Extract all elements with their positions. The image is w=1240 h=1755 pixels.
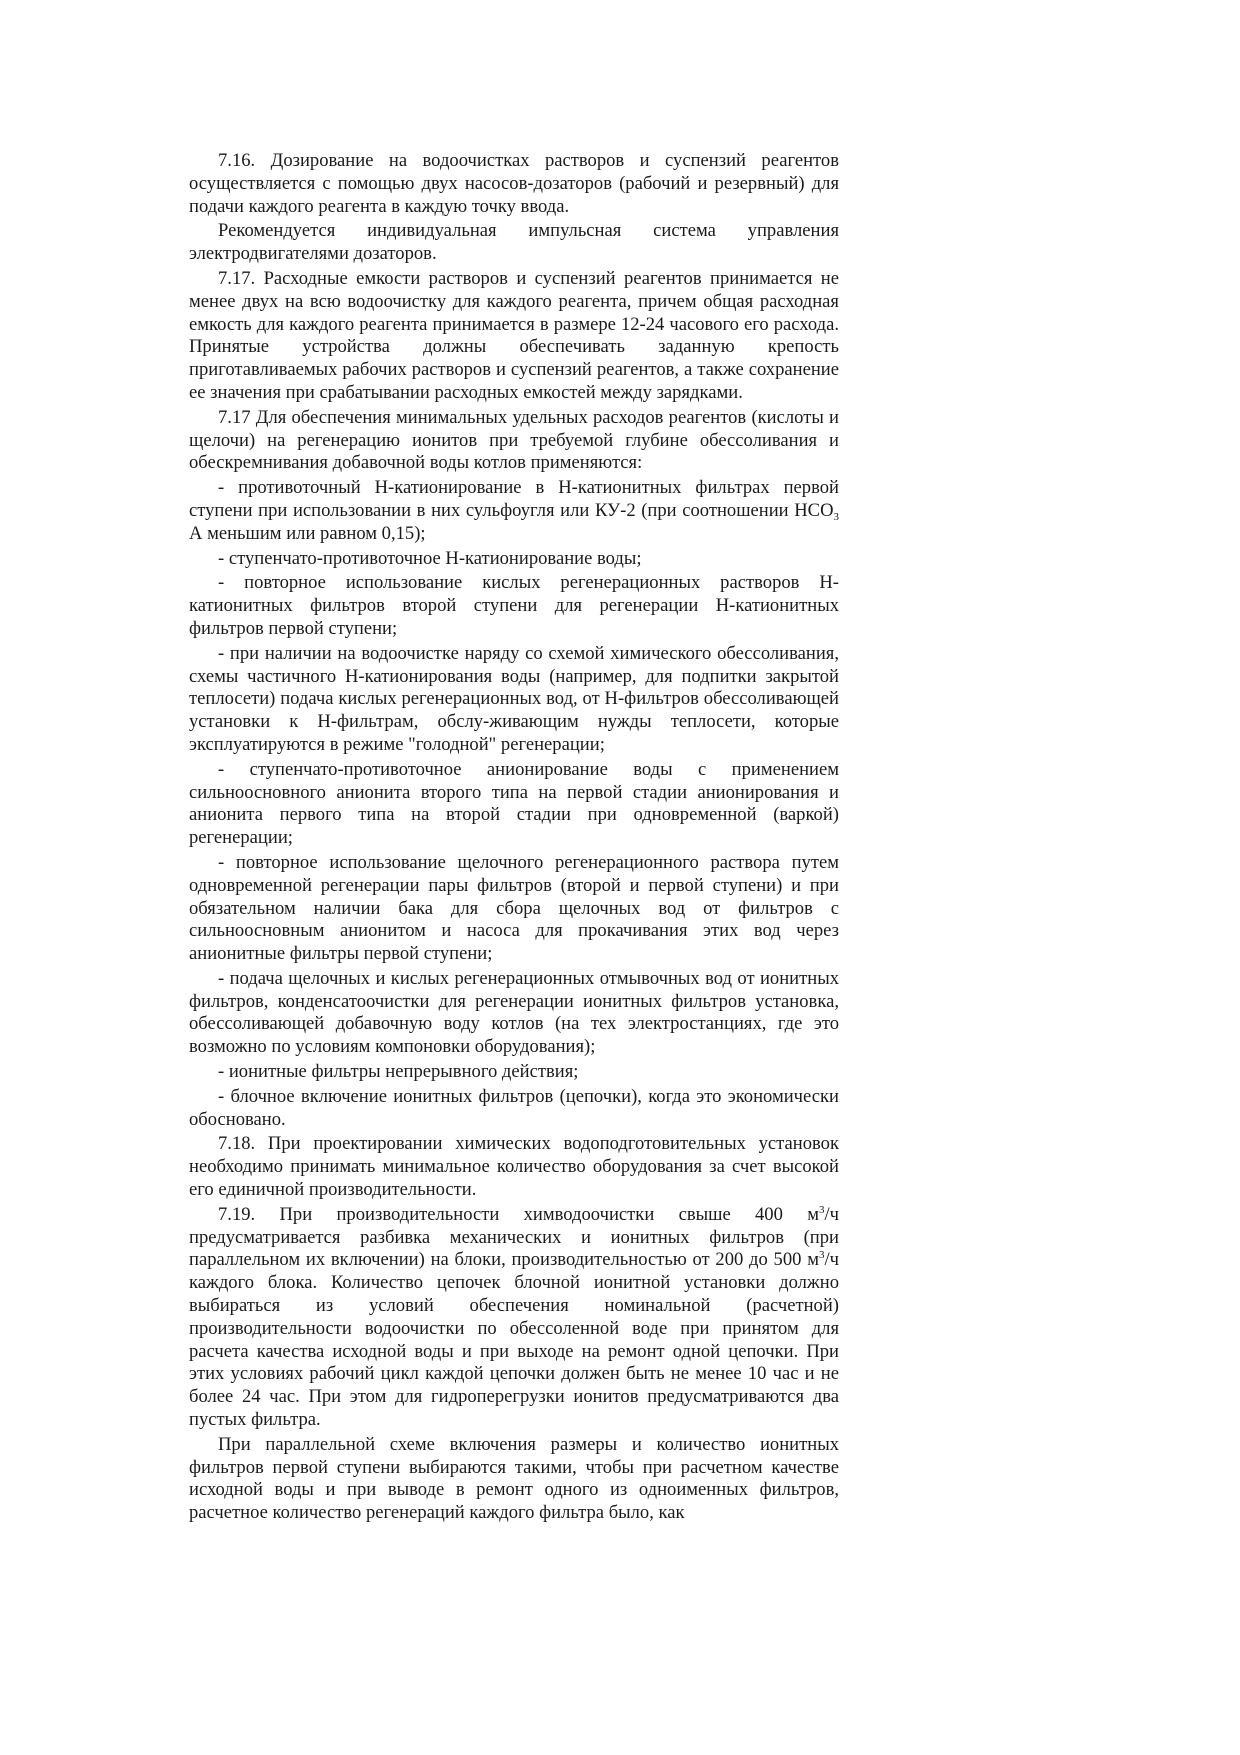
- superscript: 3: [818, 1249, 825, 1262]
- list-item-reuse-alkaline-solution: - повторное использование щелочного регенерационного раствора путем одновременной регенерации пары фильтров (второй и первой ступени) и при обязательном наличии бака для сбора щелочных вод от фильтров с сильноосновным анионитом и насоса для прокачивания этих вод через анионитные фильтры первой ступени;: [189, 851, 839, 965]
- text-fragment: 7.19. При производительности химводоочистки свыше 400 м: [218, 1203, 819, 1225]
- list-item-reuse-acid-solutions: - повторное использование кислых регенерационных растворов Н-катионитных фильтров второй ступени для регенерации Н-катионитных фильтров первой ступени;: [189, 572, 839, 639]
- paragraph-7-17-reagents: 7.17 Для обеспечения минимальных удельных расходов реагентов (кислоты и щелочи) на регенерацию ионитов при требуемой глубине обессоливания и обескремнивания добавочной воды котлов применяются:: [189, 406, 839, 474]
- paragraph-dosing-control: Рекомендуется индивидуальная импульсная система управления электродвигателями дозаторов.: [189, 220, 839, 265]
- paragraph-7-18: 7.18. При проектировании химических водоподготовительных установок необходимо принимать минимальное количество оборудования за счет высокой его единичной производительности.: [189, 1133, 839, 1201]
- text-fragment: /ч предусматривается разбивка механических и ионитных фильтров (при параллельном их включении) на блоки, производительностью от 200 до 500 м: [189, 1203, 839, 1271]
- list-item-stepwise-h-cationing: - ступенчато-противоточное Н-катионирование воды;: [218, 547, 642, 569]
- list-item-continuous-filters: - ионитные фильтры непрерывного действия;: [218, 1061, 579, 1083]
- list-item-stepwise-anioning: - ступенчато-противоточное анионирование воды с применением сильноосновного анионита второго типа на первой стадии анионирования и анионита первого типа на второй стадии при одновременной (варкой) регенерации;: [189, 758, 839, 849]
- list-item-block-connection: - блочное включение ионитных фильтров (цепочки), когда это экономически обосновано.: [189, 1085, 839, 1130]
- paragraph-7-19: [189, 1204, 839, 1432]
- text-fragment: - противоточный Н-катионирование в Н-катионитных фильтрах первой ступени при использовании в них сульфоугля или КУ-2 (при соотношении НСО: [189, 477, 839, 521]
- list-item-acid-waters-supply: - при наличии на водоочистке наряду со схемой химического обессоливания, схемы частичного Н-катионирования воды (например, для подпитки закрытой теплосети) подача кислых регенерационных вод, от Н-фильтров обессоливающей установки к Н-фильтрам, обслу-живающим нужды теплосети, которые эксплуатируются в режиме "голодной" регенерации;: [189, 642, 839, 755]
- list-item-counterflow-h-cationing: [189, 477, 853, 545]
- paragraph-parallel-scheme: При параллельной схеме включения размеры и количество ионитных фильтров первой ступени выбираются такими, чтобы при расчетном качестве исходной воды и при выводе в ремонт одного из одноименных фильтров, расчетное количество регенераций каждого фильтра было, как: [189, 1433, 839, 1524]
- subscript: 3: [833, 510, 839, 523]
- paragraph-7-17-tanks: 7.17. Расходные емкости растворов и суспензий реагентов принимается не менее двух на всю водоочистку для каждого реагента, причем общая расходная емкость для каждого реагента принимается в размере 12-24 часового его расхода. Принятые устройства должны обеспечивать заданную крепость приготавливаемых рабочих растворов и суспензий реагентов, а также сохранение ее значения при срабатывании расходных емкостей между зарядками.: [189, 267, 839, 403]
- document-page: [189, 150, 853, 1527]
- text-fragment: /ч каждого блока. Количество цепочек блочной ионитной установки должно выбираться из условий обеспечения номинальной (расчетной) производительности водоочистки по обессоленной воде при принятом для расчета качества исходной воды и при выходе на ремонт одной цепочки. При этих условиях рабочий цикл каждой цепочки должен быть не менее 10 час и не более 24 час. При этом для гидроперегрузки ионитов предусматриваются два пустых фильтра.: [189, 1249, 839, 1431]
- list-item-rinse-waters-supply: - подача щелочных и кислых регенерационных отмывочных вод от ионитных фильтров, конденсатоочистки для регенерации ионитных фильтров установка, обессоливающей добавочную воду котлов (на тех электростанциях, где это возможно по условиям компоновки оборудования);: [189, 967, 839, 1058]
- paragraph-7-16: 7.16. Дозирование на водоочистках растворов и суспензий реагентов осуществляется с помощью двух насосов-дозаторов (рабочий и резервный) для подачи каждого реагента в каждую точку ввода.: [189, 150, 839, 217]
- text-fragment: А меньшим или равном 0,15);: [189, 499, 853, 544]
- superscript: 3: [818, 1203, 825, 1216]
